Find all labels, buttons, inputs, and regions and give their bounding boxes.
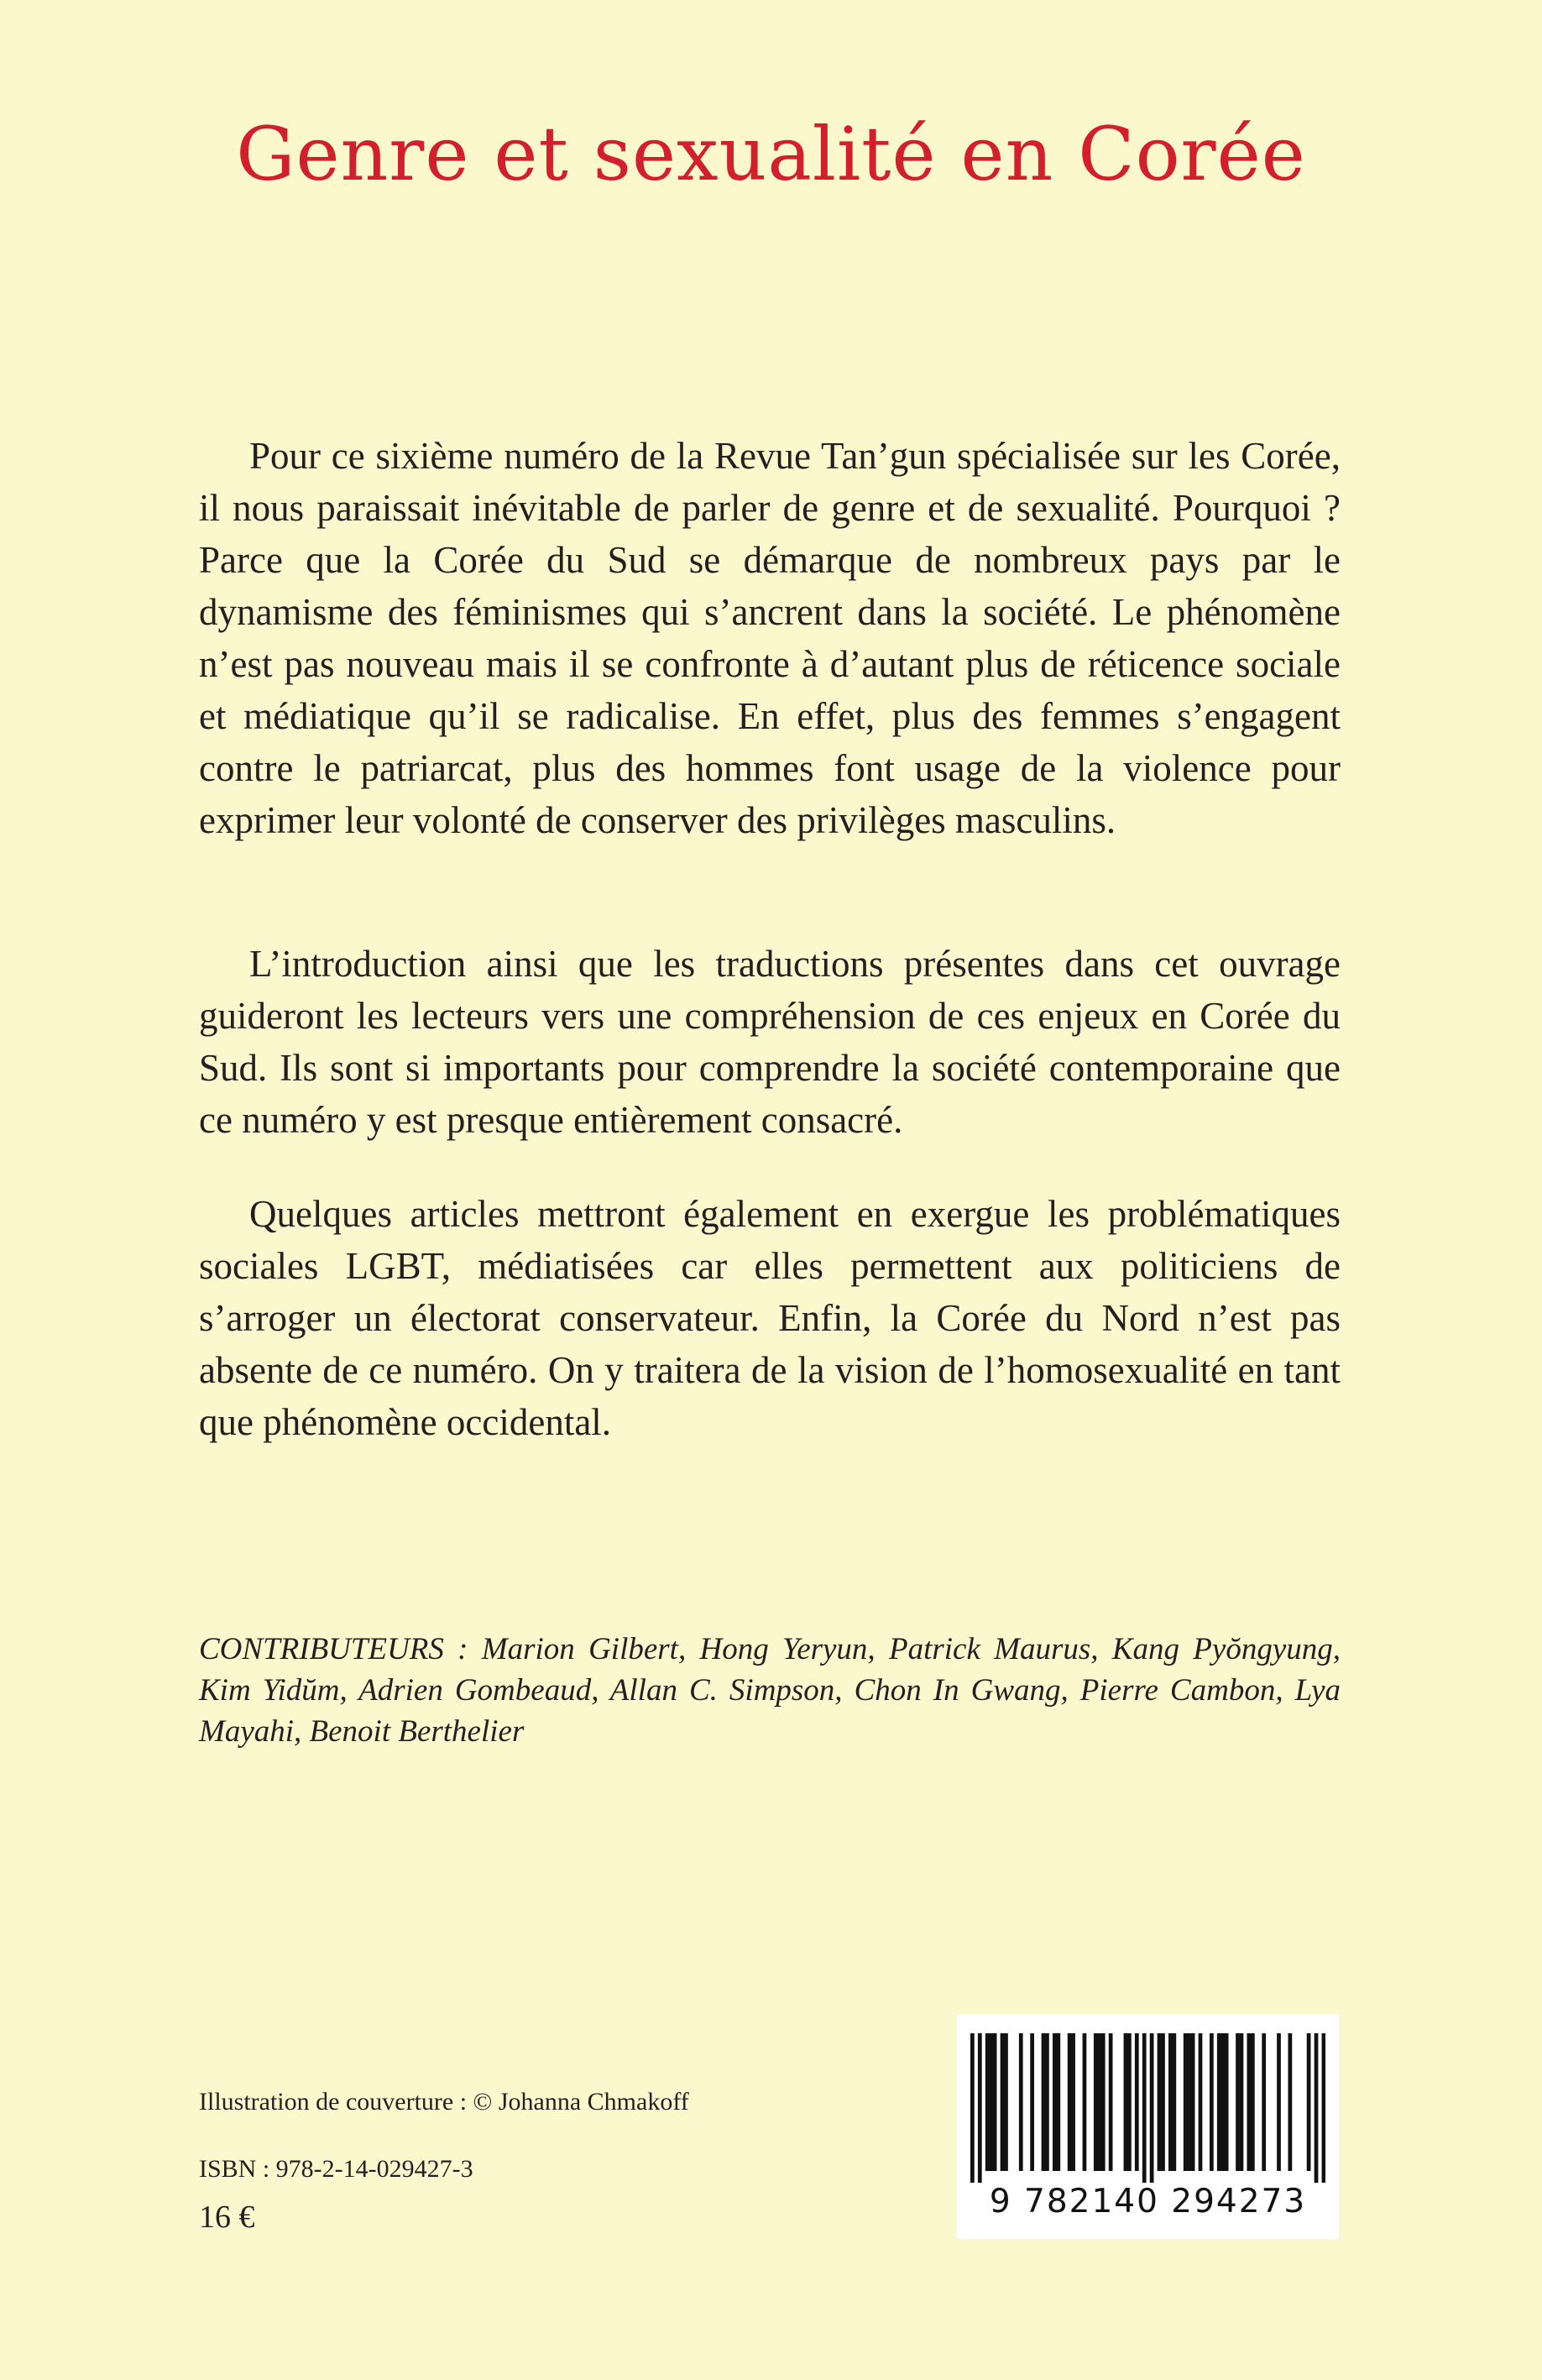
barcode-bars bbox=[970, 2033, 1325, 2183]
barcode-bar bbox=[1221, 2033, 1225, 2171]
barcode-bar bbox=[993, 2033, 997, 2171]
contributors-list: CONTRIBUTEURS : Marion Gilbert, Hong Yeryun, Patrick Maurus, Kang Pyŏngyung, Kim Yidŭm, Adrien Gombeaud, Allan C. Simpson, Chon In Gwang, Pierre Cambon, Lya Mayahi, Benoit Berthelier bbox=[199, 1632, 1341, 1749]
barcode-bar bbox=[1045, 2033, 1049, 2171]
barcode-bar bbox=[1307, 2033, 1311, 2171]
blurb-paragraph-3 bbox=[199, 1188, 1341, 1448]
blurb-paragraph-2-text: L’introduction ainsi que les traductions présentes dans cet ouvrage guideront les lecteurs vers une compréhension de ces enjeux en Corée du Sud. Ils sont si importants pour comprendre la société contemporaine que ce numéro y est presque entièrement consacré. bbox=[199, 943, 1341, 1141]
barcode-bar bbox=[1168, 2033, 1173, 2171]
barcode-bar bbox=[989, 2033, 993, 2171]
barcode-bar bbox=[1184, 2033, 1188, 2171]
blurb-paragraph-3-text: Quelques articles mettront également en exergue les problématiques sociales LGBT, médiatisées car elles permettent aux politiciens de s’arroger un électorat conservateur. Enfin, la Corée du Nord n’est pas absente de ce numéro. On y traitera de la vision de l’homosexualité en tant que phénomène occidental. bbox=[199, 1193, 1341, 1443]
barcode-bar bbox=[1277, 2033, 1281, 2171]
barcode bbox=[957, 2014, 1339, 2239]
barcode-bar bbox=[1251, 2033, 1255, 2171]
barcode-bar bbox=[1158, 2033, 1162, 2171]
barcode-bar bbox=[1094, 2033, 1098, 2171]
barcode-bar bbox=[1225, 2033, 1229, 2171]
barcode-guard-bar bbox=[978, 2033, 982, 2183]
barcode-bar bbox=[1262, 2033, 1266, 2171]
barcode-bar bbox=[1053, 2033, 1057, 2171]
barcode-bar bbox=[1199, 2033, 1203, 2171]
barcode-bar bbox=[1161, 2033, 1165, 2171]
barcode-bar bbox=[1042, 2033, 1046, 2171]
price: 16 € bbox=[199, 2200, 255, 2235]
barcode-bar bbox=[1240, 2033, 1244, 2171]
barcode-guard-bar bbox=[1322, 2033, 1325, 2183]
illustration-credit: Illustration de couverture : © Johanna Chmakoff bbox=[199, 2088, 689, 2116]
blurb-paragraph-2 bbox=[199, 938, 1341, 1146]
barcode-bar bbox=[1124, 2033, 1128, 2171]
barcode-number: 9 782140 294273 bbox=[989, 2183, 1307, 2220]
barcode-bar bbox=[1172, 2033, 1176, 2171]
barcode-guard-bar bbox=[1315, 2033, 1319, 2183]
barcode-bar bbox=[1109, 2033, 1113, 2171]
blurb-paragraph-1 bbox=[199, 430, 1341, 846]
barcode-bar bbox=[1083, 2033, 1087, 2171]
barcode-bar bbox=[1288, 2033, 1292, 2171]
barcode-bar bbox=[1187, 2033, 1191, 2171]
barcode-bar bbox=[985, 2033, 990, 2171]
barcode-bar bbox=[1019, 2033, 1023, 2171]
barcode-bar bbox=[1001, 2033, 1005, 2171]
barcode-bar bbox=[1191, 2033, 1195, 2171]
barcode-bar bbox=[1004, 2033, 1008, 2171]
barcode-bar bbox=[1236, 2033, 1240, 2171]
isbn: ISBN : 978-2-14-029427-3 bbox=[199, 2155, 473, 2183]
barcode-guard-bar bbox=[1150, 2033, 1154, 2183]
barcode-bar bbox=[1135, 2033, 1139, 2171]
barcode-bar bbox=[1217, 2033, 1221, 2171]
barcode-bar bbox=[1210, 2033, 1214, 2171]
barcode-bar bbox=[1068, 2033, 1072, 2171]
barcode-bar bbox=[1071, 2033, 1075, 2171]
barcode-bar bbox=[1127, 2033, 1132, 2171]
barcode-bar bbox=[1097, 2033, 1101, 2171]
book-title: Genre et sexualité en Corée bbox=[236, 111, 1306, 197]
blurb-paragraph-1-text: Pour ce sixième numéro de la Revue Tan’gun spécialisée sur les Corée, il nous paraissait inévitable de parler de genre et de sexualité. Pourquoi ? Parce que la Corée du Sud se démarque de nombreux pays par le dynamisme des féminismes qui s’ancrent dans la société. Le phénomène n’est pas nouveau mais il se confronte à d’autant plus de réticence sociale et médiatique qu’il se radicalise. En effet, plus des femmes s’engagent contre le patriarcat, plus des hommes font usage de la violence pour exprimer leur volonté de conserver des privilèges masculins. bbox=[199, 435, 1341, 841]
barcode-bar bbox=[1101, 2033, 1106, 2171]
barcode-guard-bar bbox=[1142, 2033, 1147, 2183]
barcode-bar bbox=[1247, 2033, 1251, 2171]
barcode-bar bbox=[1030, 2033, 1034, 2171]
barcode-bar bbox=[1056, 2033, 1060, 2171]
barcode-guard-bar bbox=[970, 2033, 975, 2183]
